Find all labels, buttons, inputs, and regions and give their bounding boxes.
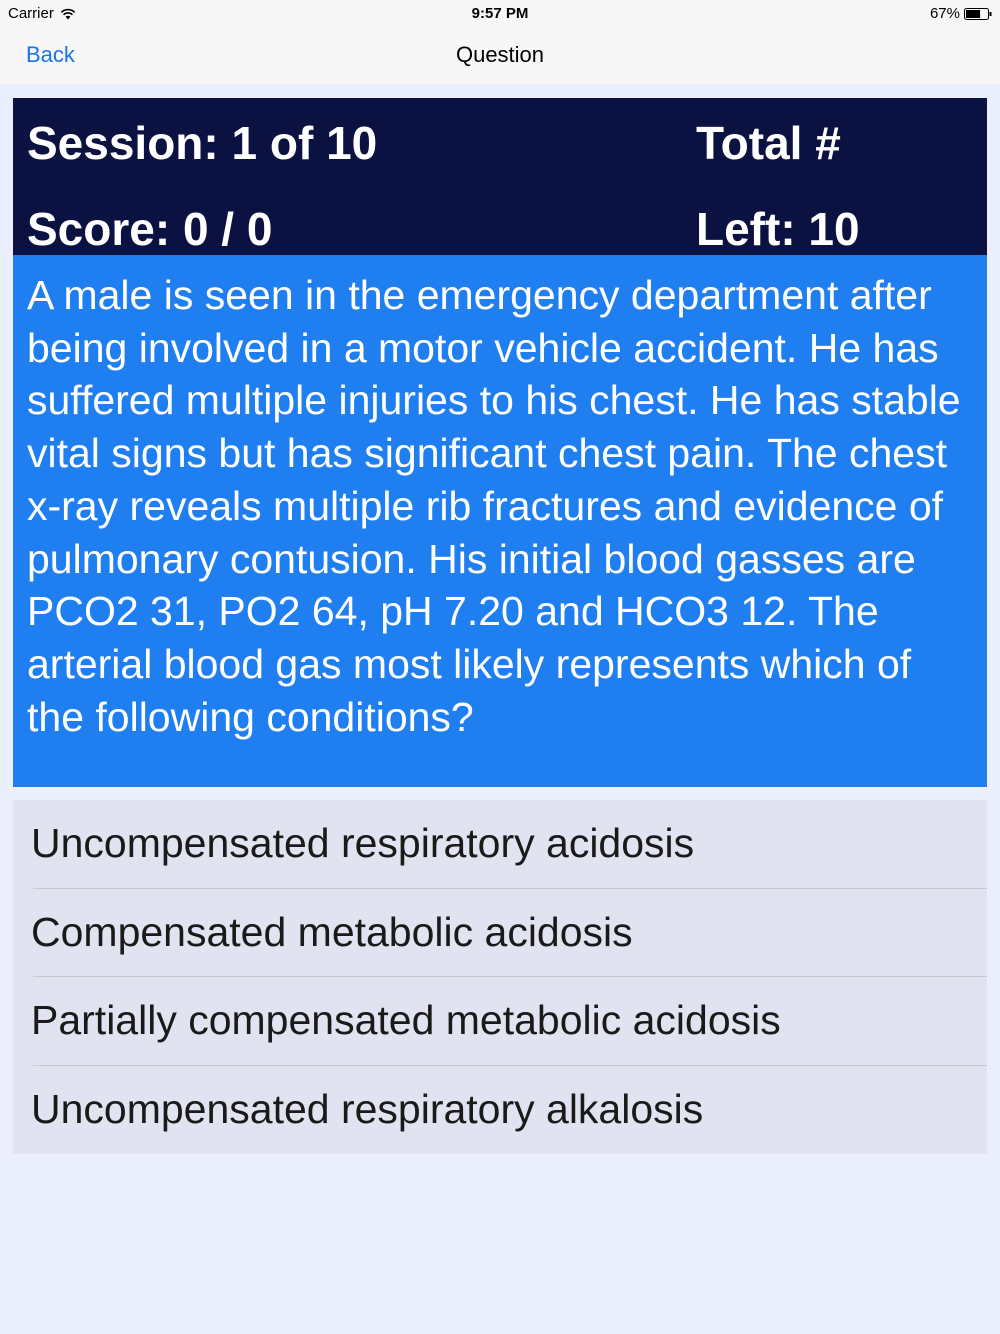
nav-title: Question — [455, 42, 545, 67]
answer-label: Partially compensated metabolic acidosis — [31, 997, 781, 1043]
carrier-label: Carrier — [8, 5, 54, 22]
score-counter: Score: 0 / 0 — [27, 203, 273, 255]
score-panel — [13, 98, 987, 255]
answer-option-2[interactable] — [13, 889, 987, 978]
back-button[interactable]: Back — [26, 42, 75, 67]
session-counter: Session: 1 of 10 — [27, 117, 378, 169]
question-box[interactable] — [13, 255, 987, 787]
answer-label: Compensated metabolic acidosis — [31, 908, 633, 955]
question-text: A male is seen in the emergency department after being involved in a motor vehicle accident. He has suffered multiple injuries to his chest. He has stable vital signs but has significant chest pain. The chest x-ray reveals multiple rib fractures and evidence of pulmonary contusion. His initial blood gasses are PCO2 31, PO2 64, pH 7.20 and HCO3 12. The arterial blood gas most likely represents which of the following conditions? — [27, 272, 961, 740]
answer-label: Uncompensated respiratory alkalosis — [31, 1085, 704, 1132]
answer-option-1[interactable] — [13, 800, 987, 889]
answer-label: Uncompensated respiratory acidosis — [31, 820, 695, 866]
battery-percent: 67% — [929, 5, 960, 22]
battery-icon — [964, 8, 992, 20]
status-battery-group — [930, 5, 992, 22]
answer-option-4[interactable] — [13, 1066, 987, 1155]
answer-list — [13, 800, 987, 1154]
total-label: Total # — [696, 117, 841, 169]
status-bar — [0, 0, 1000, 28]
questions-left: Left: 10 — [696, 203, 860, 255]
answer-option-3[interactable] — [13, 977, 987, 1066]
nav-bar — [0, 28, 1000, 84]
battery-fill — [966, 10, 980, 18]
status-time: 9:57 PM — [471, 5, 529, 22]
